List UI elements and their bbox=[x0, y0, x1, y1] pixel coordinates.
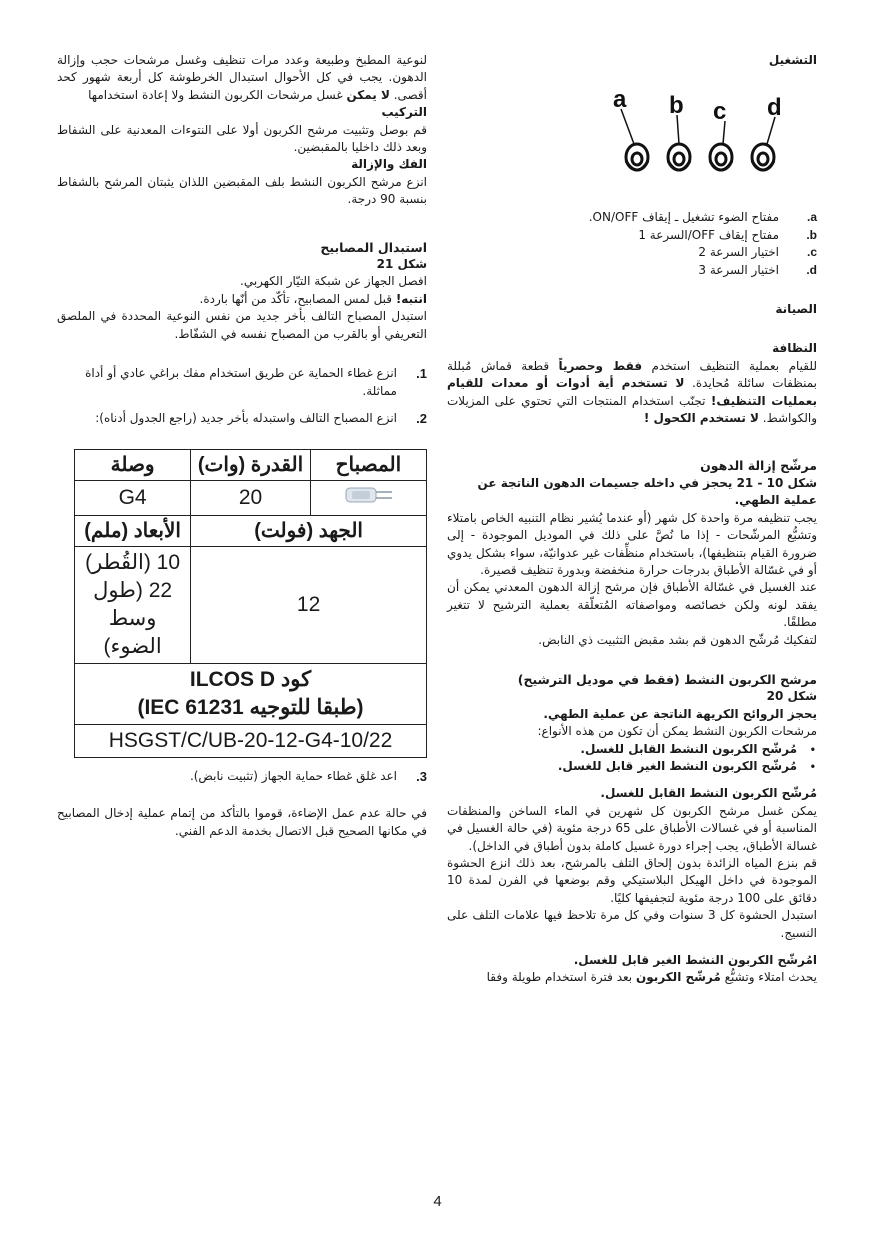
knob-letter-d: d bbox=[767, 94, 782, 122]
lamps-final-note: في حالة عدم عمل الإضاءة، قوموا بالتأكد من إتمام عملية إدخال المصابيح في مكانها الصحيح قبل الاتصال بخدمة الدعم الفني. bbox=[57, 806, 427, 838]
table-header-dimensions: الأبعاد (ملم) bbox=[75, 515, 191, 546]
install-title: التركيب bbox=[381, 105, 427, 120]
lamp-steps-list bbox=[57, 365, 427, 427]
nonwashable-filter-title: امُرشّح الكربون النشط الغير قابل للغسل. bbox=[573, 953, 817, 968]
page-number: 4 bbox=[433, 1193, 442, 1210]
list-item: 2. انزع المصباح التالف واستبدله بأخر جديد (راجع الجدول أدناه): bbox=[95, 410, 427, 426]
washable-filter-title: مُرشّح الكربون النشط القابل للغسل. bbox=[600, 786, 817, 801]
knob-letter-b: b bbox=[669, 92, 684, 120]
grease-filter-text-1: يجب تنظيفه مرة واحدة كل شهر (أو عندما يُشير نظام التنبيه الخاص بامتلاء وتشبُّع المرشّحات - إذا ما نُصَّ على ذلك في الموديل الموجودة - إلى ضرورة القيام بتنظيفها)، باستخدام منظِّفات غير عدوانيّة، سواء بشكل يدوي أو في غسّالة الأطباق بدرجات حرارة منخفضة وبدورة تنظيف قصيرة. bbox=[447, 510, 817, 577]
table-header-power: القدرة (وات) bbox=[191, 450, 311, 481]
cleaning-title: النظافة bbox=[772, 341, 817, 356]
grease-filter-subtitle: شكل 10 - 21 يحجز في داخله جسيمات الدهون الناتجة عن عملية الطهي. bbox=[477, 475, 817, 508]
table-ilcos-code: HSGST/C/UB-20-12-G4-10/22 bbox=[75, 724, 427, 757]
list-item: d. اختيار السرعة 3 bbox=[698, 262, 817, 277]
right-column bbox=[447, 52, 817, 987]
list-item: 3. اعد غلق غطاء حماية الجهاز (تثبيت نابض). bbox=[189, 768, 427, 784]
list-item: 1. انزع غطاء الحماية عن طريق استخدام مفك براغي عادي أو أداة مماثلة. bbox=[85, 366, 427, 398]
lamps-title: استبدال المصابيح bbox=[320, 239, 427, 255]
washable-filter-text-1: يمكن غسل مرشح الكربون كل شهرين في الماء الساخن والمنظفات المناسبة أو في غسالات الأطباق على 65 درجة مئوية (في حالة الغسيل في غسالة الأطباق، يجب إجراء دورة غسيل كاملة بدون أطباق في الداخل). bbox=[447, 803, 817, 853]
list-item: • مُرشّح الكربون النشط الغير قابل للغسل. bbox=[557, 758, 815, 773]
lamps-text-1: افصل الجهاز عن شبكة التيّار الكهربي. bbox=[240, 274, 427, 289]
table-power-value: 20 bbox=[191, 481, 311, 515]
washable-filter-text-2: قم بنزع المياه الزائدة بدون إلحاق التلف بالمرشح، بعد ذلك انزع الحشوة الموجودة في داخل الهيكل البلاستيكي وقم بوضعها في الفرن لمدة 10 دقائق على 100 درجة مئوية لتجفيفها كليًا. bbox=[447, 856, 817, 905]
carbon-filter-subtitle: يحجز الروائح الكريهة الناتجة عن عملية الطهي. bbox=[543, 706, 817, 721]
table-header-voltage: الجهد (فولت) bbox=[191, 515, 427, 546]
lamps-warning: انتبه! قبل لمس المصابيح، تأكّد من أنّها باردة. bbox=[199, 291, 427, 306]
remove-text: انزع مرشح الكربون النشط بلف المقبضين اللذان يثبتان المرشح بالشفاط بنسبة 90 درجة. bbox=[57, 174, 427, 207]
lamps-text-2: استبدل المصباح التالف بأخر جديد من نفس النوعية المحددة في الملصق التعريفي أو بالقرب من المصباح نفسه في الشفّاط. bbox=[57, 309, 427, 341]
lamp-bulb-icon bbox=[338, 483, 398, 507]
remove-title: الفك والإزالة bbox=[351, 157, 427, 172]
table-dimensions-value: 10 (القُطر) 22 (طول وسط الضوء) bbox=[75, 546, 191, 663]
table-ilcos-label: كود ILCOS D (طبقا للتوجيه IEC 61231) bbox=[75, 663, 427, 724]
lamp-image-cell bbox=[310, 481, 426, 515]
list-item: b. مفتاح إيقاف OFF/السرعة 1 bbox=[638, 227, 817, 242]
knob-letter-a: a bbox=[613, 86, 627, 114]
knob-letter-c: c bbox=[713, 98, 727, 126]
controls-list bbox=[447, 209, 817, 279]
control-knobs-figure bbox=[447, 79, 817, 189]
table-voltage-value: 12 bbox=[191, 546, 427, 663]
table-header-socket: وصلة bbox=[75, 450, 191, 481]
lamp-step-3 bbox=[57, 768, 427, 785]
list-item: c. اختيار السرعة 2 bbox=[698, 245, 817, 260]
carbon-filter-figure: شكل 20 bbox=[766, 689, 817, 704]
carbon-types-list bbox=[447, 741, 817, 776]
washable-filter-text-3: استبدل الحشوة كل 3 سنوات وفي كل مرة تلاحظ فيها علامات التلف على النسيج. bbox=[447, 908, 817, 940]
carbon-filter-continued: لنوعية المطبخ وطبيعة وعدد مرات تنظيف وغسل مرشحات حجب وإزالة الدهون. يجب في كل الأحوال استبدال الخرطوشة كل أربعة شهور كحد أقصى. لا يمكن غسل مرشحات الكربون النشط ولا إعادة استخدامها bbox=[57, 53, 427, 102]
operation-title: التشغيل bbox=[768, 53, 817, 67]
table-socket-value: G4 bbox=[75, 481, 191, 515]
control-knobs-illustration bbox=[613, 79, 817, 189]
list-item: • مُرشّح الكربون النشط القابل للغسل. bbox=[580, 741, 815, 756]
left-column bbox=[57, 52, 427, 840]
maintenance-title: الصيانة bbox=[775, 302, 817, 317]
list-item: a. مفتاح الضوء تشغيل ـ إيقاف ON/OFF. bbox=[588, 210, 817, 225]
carbon-filter-title: مرشح الكربون النشط (فقط في موديل الترشيح) bbox=[517, 671, 817, 687]
grease-filter-title: مرشّح إزالة الدهون bbox=[700, 458, 817, 474]
grease-filter-text-3: لتفكيك مُرشّح الدهون قم بشد مقبض التثبيت ذي النابض. bbox=[538, 632, 817, 647]
lamps-figure: شكل 21 bbox=[376, 257, 427, 272]
install-text: قم بوصل وتثبيت مرشح الكربون أولا على النتوءات المعدنية على الشفاط وبعد ذلك داخليا بالمقبضين. bbox=[57, 122, 427, 155]
table-header-lamp: المصباح bbox=[310, 450, 426, 481]
lamp-spec-table bbox=[74, 449, 427, 757]
cleaning-text: للقيام بعملية التنظيف استخدم فقط وحصرياً قطعة قماش مُبللة بمنظفات سائلة مُحايدة. لا تستخدم أية أدوات أو معدات للقيام بعمليات التنظيف! تجنّب استخدام المنتجات التي تحتوي على المزيلات والكواشط. لا تستخدم الكحول ! bbox=[447, 358, 817, 426]
nonwashable-filter-text: يحدث امتلاء وتشبُّع مُرشّح الكربون بعد فترة استخدام طويلة وفقا bbox=[486, 970, 817, 985]
grease-filter-text-2: عند الغسيل في غسّالة الأطباق فإن مرشح إزالة الدهون المعدني يمكن أن يفقد لونه ولكن خصائصه ومواصفاته المُتعلّقة بعملية الترشيح لا تتغير مطلقًا. bbox=[447, 580, 817, 630]
carbon-filter-types: مرشحات الكربون النشط يمكن أن تكون من هذه الأنواع: bbox=[537, 724, 817, 739]
